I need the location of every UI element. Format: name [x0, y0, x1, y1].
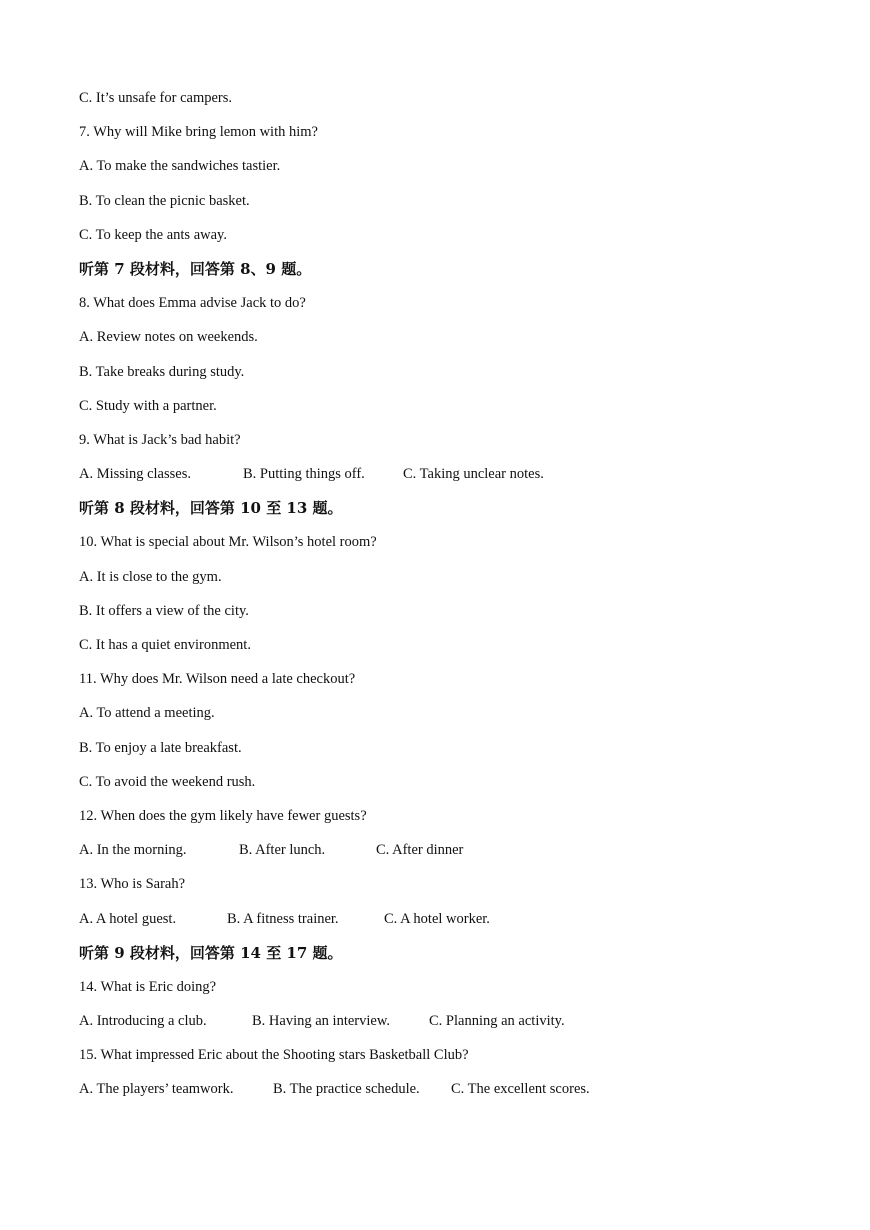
option-line: B. To clean the picnic basket. [79, 192, 250, 209]
question-13: 13. Who is Sarah? [79, 876, 186, 893]
section-heading: 听第 8 段材料，回答第 10 至 13 题。 [79, 499, 343, 518]
option-row [79, 1011, 839, 1045]
section-heading: 听第 7 段材料，回答第 8、9 题。 [79, 259, 312, 278]
option-line: B. It offers a view of the city. [79, 602, 249, 619]
option-line: C. Study with a partner. [79, 397, 217, 414]
option-b: B. Putting things off. [243, 466, 365, 483]
section-heading: 听第 9 段材料，回答第 14 至 17 题。 [79, 943, 343, 962]
option-line: A. Review notes on weekends. [79, 329, 258, 346]
question-14: 14. What is Eric doing? [79, 978, 217, 995]
option-line: C. To avoid the weekend rush. [79, 773, 256, 790]
option-line: A. To make the sandwiches tastier. [79, 158, 281, 175]
question-8: 8. What does Emma advise Jack to do? [79, 295, 306, 312]
option-row [79, 909, 839, 943]
option-line: C. It’s unsafe for campers. [79, 90, 233, 106]
option-row [79, 1079, 839, 1113]
option-b: B. A fitness trainer. [227, 910, 339, 927]
question-7: 7. Why will Mike bring lemon with him? [79, 124, 318, 141]
option-c: C. The excellent scores. [451, 1081, 590, 1098]
option-a: A. A hotel guest. [79, 910, 177, 927]
option-b: B. Having an interview. [252, 1013, 390, 1030]
option-c: C. After dinner [376, 842, 464, 859]
option-c: C. Planning an activity. [429, 1013, 565, 1030]
option-line: A. To attend a meeting. [79, 705, 215, 722]
option-c: C. A hotel worker. [384, 910, 490, 927]
option-a: A. The players’ teamwork. [79, 1081, 234, 1098]
option-b: B. After lunch. [239, 842, 326, 859]
question-10: 10. What is special about Mr. Wilson’s hotel room? [79, 534, 377, 551]
option-a: A. Introducing a club. [79, 1013, 207, 1030]
option-line: A. It is close to the gym. [79, 568, 222, 585]
option-row [79, 464, 839, 498]
option-line: C. It has a quiet environment. [79, 637, 251, 653]
option-a: A. Missing classes. [79, 466, 191, 483]
question-15: 15. What impressed Eric about the Shooting stars Basketball Club? [79, 1047, 469, 1064]
option-row [79, 840, 839, 874]
option-line: C. To keep the ants away. [79, 226, 227, 243]
question-11: 11. Why does Mr. Wilson need a late checkout? [79, 671, 356, 688]
option-line: B. To enjoy a late breakfast. [79, 739, 242, 756]
question-9: 9. What is Jack’s bad habit? [79, 431, 241, 448]
document-page [79, 88, 839, 1114]
option-a: A. In the morning. [79, 842, 187, 859]
option-c: C. Taking unclear notes. [403, 466, 544, 483]
option-line: B. Take breaks during study. [79, 363, 245, 380]
option-b: B. The practice schedule. [273, 1081, 420, 1098]
question-12: 12. When does the gym likely have fewer guests? [79, 807, 367, 824]
